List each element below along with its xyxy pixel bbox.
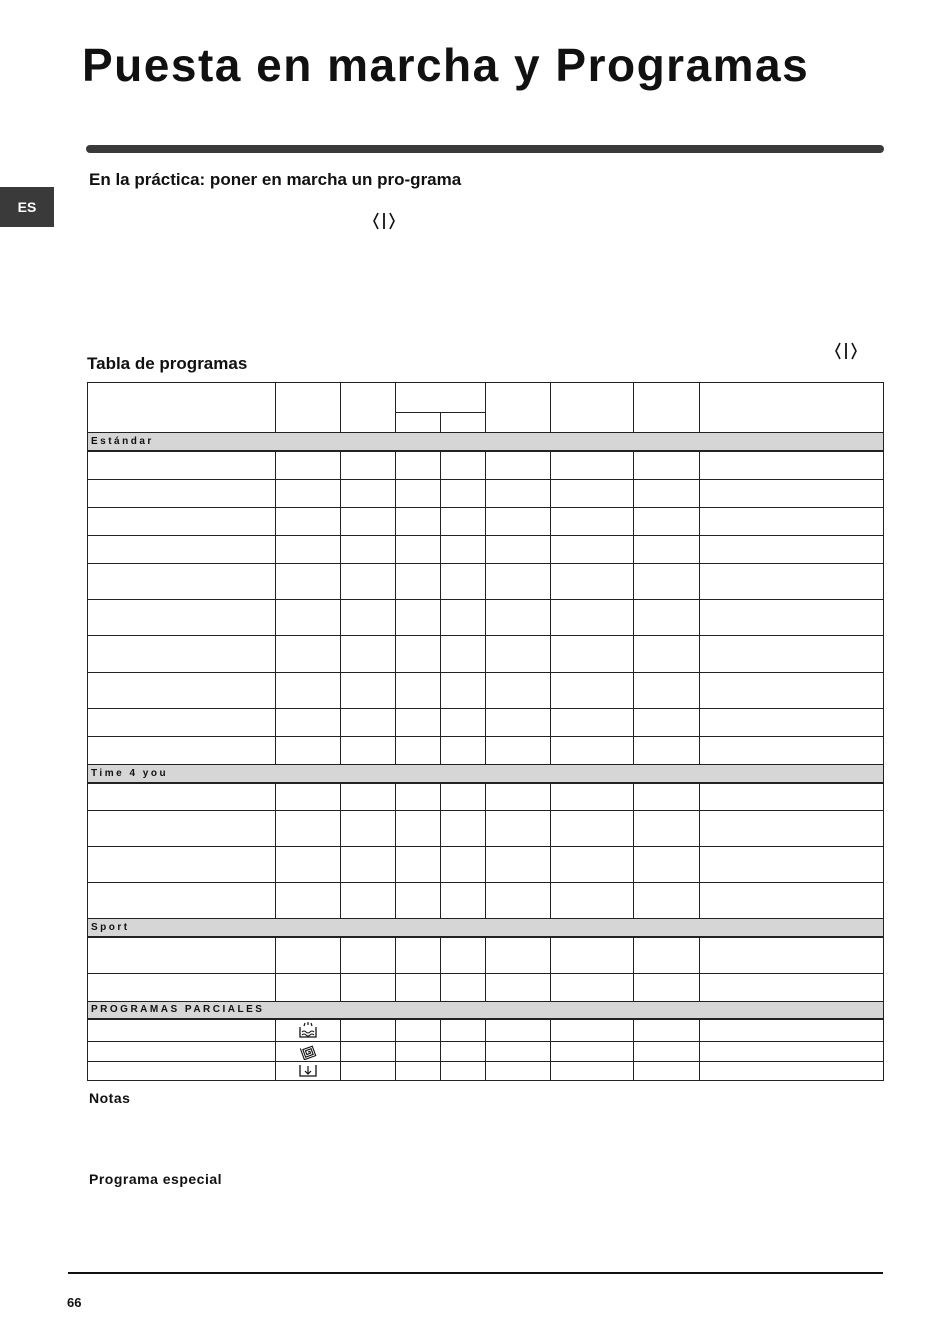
- table-row: [88, 635, 884, 672]
- group-row-time4you: [88, 764, 884, 783]
- header-cell: [634, 383, 700, 433]
- header-cell: [551, 383, 634, 433]
- group-label: PROGRAMAS PARCIALES: [88, 1001, 884, 1019]
- header-cell: [341, 383, 396, 433]
- table-header-row: [88, 383, 884, 413]
- drain-icon-cell: [276, 1062, 341, 1081]
- page-number: 66: [67, 1295, 82, 1310]
- table-row: [88, 599, 884, 635]
- language-tab: ES: [0, 187, 54, 227]
- table-row: [88, 535, 884, 563]
- header-cell: [396, 413, 441, 433]
- spin-icon: [299, 1044, 317, 1060]
- table-row: [88, 973, 884, 1001]
- title-divider: [86, 145, 884, 153]
- table-row: [88, 1062, 884, 1081]
- table-row: [88, 708, 884, 736]
- table-row: [88, 736, 884, 764]
- table-row: [88, 451, 884, 479]
- rinse-icon-cell: [276, 1019, 341, 1042]
- group-row-sport: [88, 919, 884, 938]
- power-icon: [834, 340, 858, 362]
- table-row: [88, 1019, 884, 1042]
- table-row: [88, 937, 884, 973]
- page-title: Puesta en marcha y Programas: [82, 39, 810, 91]
- header-cell: [396, 383, 486, 413]
- group-label: Sport: [88, 919, 884, 938]
- header-cell: [88, 383, 276, 433]
- header-cell: [276, 383, 341, 433]
- group-row-partial: [88, 1001, 884, 1019]
- group-label: Estándar: [88, 433, 884, 452]
- table-row: [88, 883, 884, 919]
- group-row-standard: [88, 433, 884, 452]
- table-row: [88, 783, 884, 811]
- drain-icon: [297, 1063, 319, 1079]
- practice-heading: En la práctica: poner en marcha un pro-grama: [89, 170, 462, 189]
- header-cell: [441, 413, 486, 433]
- rinse-icon: [297, 1021, 319, 1039]
- table-row: [88, 672, 884, 708]
- table-row: [88, 479, 884, 507]
- program-table: [87, 382, 884, 1081]
- table-row: [88, 563, 884, 599]
- power-icon: [372, 210, 396, 232]
- group-label: Time 4 you: [88, 764, 884, 783]
- table-row: [88, 1042, 884, 1062]
- spin-icon-cell: [276, 1042, 341, 1062]
- header-cell: [486, 383, 551, 433]
- table-row: [88, 847, 884, 883]
- header-cell: [700, 383, 884, 433]
- table-title: Tabla de programas: [87, 354, 248, 373]
- notes-heading: Notas: [89, 1090, 131, 1106]
- footer-divider: [68, 1272, 883, 1274]
- table-row: [88, 507, 884, 535]
- table-row: [88, 811, 884, 847]
- special-program-heading: Programa especial: [89, 1171, 223, 1187]
